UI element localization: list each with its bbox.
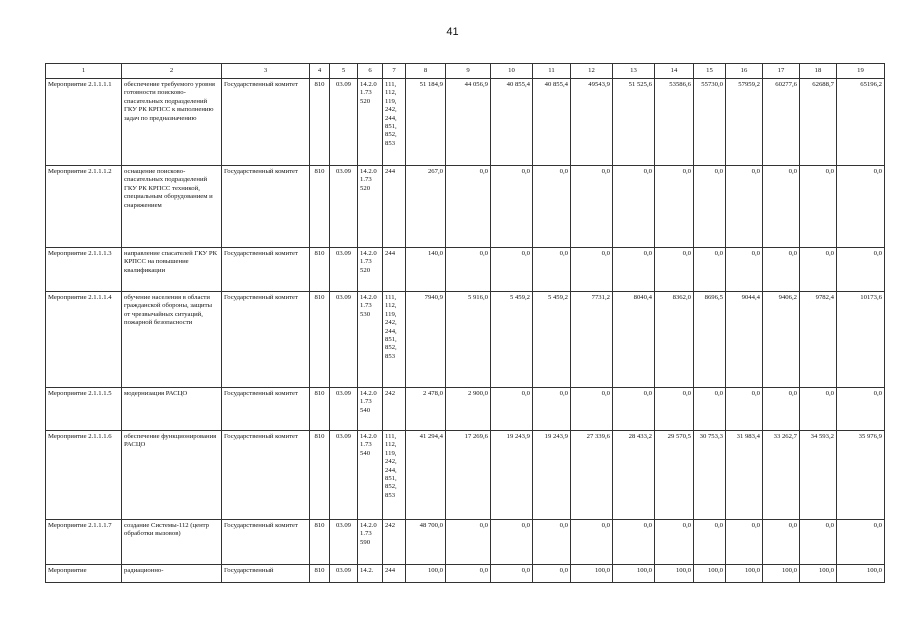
executor-cell: Государственный комитет — [222, 292, 310, 388]
target-article-cell: 14.2.01.73 520 — [358, 166, 383, 248]
event-description-cell: оснащение поисково-спасательных подразделений ГКУ РК КРПСС техникой, специальным оборудованием и снаряжением — [122, 166, 222, 248]
section-code-cell: 03.09 — [330, 520, 358, 565]
amount-cell: 0,0 — [800, 248, 837, 292]
event-code-cell: Мероприятие 2.1.1.1.3 — [46, 248, 122, 292]
column-number-cell: 17 — [763, 64, 800, 79]
amount-cell: 19 243,9 — [491, 431, 533, 520]
page-number: 41 — [446, 26, 459, 38]
amount-cell: 0,0 — [655, 520, 694, 565]
amount-cell: 100,0 — [726, 565, 763, 583]
amount-cell: 9406,2 — [763, 292, 800, 388]
amount-cell: 0,0 — [837, 248, 885, 292]
amount-cell: 0,0 — [533, 166, 571, 248]
event-code-cell: Мероприятие 2.1.1.1.6 — [46, 431, 122, 520]
amount-cell: 40 855,4 — [533, 79, 571, 166]
amount-cell: 0,0 — [694, 166, 726, 248]
amount-cell: 0,0 — [533, 388, 571, 431]
amount-cell: 0,0 — [694, 248, 726, 292]
amount-cell: 0,0 — [571, 166, 613, 248]
table-row — [46, 248, 885, 292]
target-article-cell: 14.2.01.73 520 — [358, 248, 383, 292]
amount-cell: 29 570,5 — [655, 431, 694, 520]
table-row — [46, 79, 885, 166]
column-number-cell: 2 — [122, 64, 222, 79]
amount-cell: 100,0 — [837, 565, 885, 583]
executor-cell: Государственный комитет — [222, 166, 310, 248]
table-row — [46, 292, 885, 388]
column-number-cell: 4 — [310, 64, 330, 79]
target-article-cell: 14.2. — [358, 565, 383, 583]
executor-cell: Государственный комитет — [222, 520, 310, 565]
ministry-code-cell: 810 — [310, 166, 330, 248]
amount-cell: 100,0 — [694, 565, 726, 583]
amount-cell: 60277,6 — [763, 79, 800, 166]
executor-cell: Государственный — [222, 565, 310, 583]
amount-cell: 0,0 — [613, 166, 655, 248]
amount-cell: 0,0 — [763, 520, 800, 565]
column-number-cell: 18 — [800, 64, 837, 79]
amount-cell: 2 900,0 — [446, 388, 491, 431]
amount-cell: 40 855,4 — [491, 79, 533, 166]
amount-cell: 100,0 — [613, 565, 655, 583]
amount-cell: 8040,4 — [613, 292, 655, 388]
amount-cell: 0,0 — [726, 166, 763, 248]
amount-cell: 0,0 — [613, 248, 655, 292]
expense-type-cell: 111, 112, 119, 242, 244, 851, 852, 853 — [383, 79, 406, 166]
amount-cell: 100,0 — [800, 565, 837, 583]
amount-cell: 5 459,2 — [533, 292, 571, 388]
ministry-code-cell: 810 — [310, 431, 330, 520]
amount-cell: 62688,7 — [800, 79, 837, 166]
amount-cell: 44 056,9 — [446, 79, 491, 166]
event-description-cell: создание Системы-112 (центр обработки вызовов) — [122, 520, 222, 565]
amount-cell: 48 700,0 — [406, 520, 446, 565]
amount-cell: 0,0 — [446, 520, 491, 565]
executor-cell: Государственный комитет — [222, 79, 310, 166]
amount-cell: 9782,4 — [800, 292, 837, 388]
amount-cell: 0,0 — [533, 248, 571, 292]
amount-cell: 267,0 — [406, 166, 446, 248]
amount-cell: 49543,9 — [571, 79, 613, 166]
table-row — [46, 388, 885, 431]
event-description-cell: обеспечение функционирования РАСЦО — [122, 431, 222, 520]
section-code-cell: 03.09 — [330, 166, 358, 248]
expense-type-cell: 242 — [383, 388, 406, 431]
column-number-cell: 13 — [613, 64, 655, 79]
amount-cell: 17 269,6 — [446, 431, 491, 520]
amount-cell: 2 478,0 — [406, 388, 446, 431]
amount-cell: 0,0 — [533, 565, 571, 583]
column-number-cell: 6 — [358, 64, 383, 79]
column-number-cell: 9 — [446, 64, 491, 79]
amount-cell: 0,0 — [837, 166, 885, 248]
section-code-cell: 03.09 — [330, 388, 358, 431]
amount-cell: 0,0 — [613, 388, 655, 431]
amount-cell: 0,0 — [800, 520, 837, 565]
budget-table — [45, 63, 885, 583]
amount-cell: 0,0 — [837, 520, 885, 565]
section-code-cell: 03.09 — [330, 431, 358, 520]
column-number-row — [46, 64, 885, 79]
amount-cell: 0,0 — [694, 520, 726, 565]
section-code-cell: 03.09 — [330, 292, 358, 388]
amount-cell: 51 184,9 — [406, 79, 446, 166]
event-code-cell: Мероприятие 2.1.1.1.2 — [46, 166, 122, 248]
amount-cell: 57959,2 — [726, 79, 763, 166]
expense-type-cell: 111, 112, 119, 242, 244, 851, 852, 853 — [383, 292, 406, 388]
event-description-cell: обеспечение требуемого уровня готовности поисково-спасательных подразделений ГКУ РК КРПСС к выполнению задач по предназначению — [122, 79, 222, 166]
ministry-code-cell: 810 — [310, 292, 330, 388]
amount-cell: 0,0 — [491, 166, 533, 248]
amount-cell: 5 459,2 — [491, 292, 533, 388]
amount-cell: 9044,4 — [726, 292, 763, 388]
amount-cell: 55730,0 — [694, 79, 726, 166]
amount-cell: 0,0 — [613, 520, 655, 565]
amount-cell: 100,0 — [406, 565, 446, 583]
amount-cell: 0,0 — [800, 388, 837, 431]
amount-cell: 0,0 — [655, 388, 694, 431]
section-code-cell: 03.09 — [330, 565, 358, 583]
column-number-cell: 16 — [726, 64, 763, 79]
amount-cell: 7731,2 — [571, 292, 613, 388]
amount-cell: 51 525,6 — [613, 79, 655, 166]
amount-cell: 0,0 — [726, 388, 763, 431]
executor-cell: Государственный комитет — [222, 431, 310, 520]
ministry-code-cell: 810 — [310, 388, 330, 431]
section-code-cell: 03.09 — [330, 79, 358, 166]
amount-cell: 8696,5 — [694, 292, 726, 388]
ministry-code-cell: 810 — [310, 565, 330, 583]
ministry-code-cell: 810 — [310, 248, 330, 292]
amount-cell: 30 753,3 — [694, 431, 726, 520]
ministry-code-cell: 810 — [310, 520, 330, 565]
amount-cell: 8362,0 — [655, 292, 694, 388]
amount-cell: 0,0 — [491, 565, 533, 583]
amount-cell: 140,0 — [406, 248, 446, 292]
amount-cell: 0,0 — [694, 388, 726, 431]
amount-cell: 0,0 — [800, 166, 837, 248]
column-number-cell: 19 — [837, 64, 885, 79]
amount-cell: 0,0 — [571, 388, 613, 431]
column-number-cell: 1 — [46, 64, 122, 79]
event-description-cell: радиационно- — [122, 565, 222, 583]
table-row — [46, 166, 885, 248]
column-number-cell: 7 — [383, 64, 406, 79]
executor-cell: Государственный комитет — [222, 388, 310, 431]
target-article-cell: 14.2.01.73 540 — [358, 431, 383, 520]
target-article-cell: 14.2.01.73 520 — [358, 79, 383, 166]
event-code-cell: Мероприятие 2.1.1.1.1 — [46, 79, 122, 166]
amount-cell: 0,0 — [571, 248, 613, 292]
amount-cell: 0,0 — [446, 248, 491, 292]
expense-type-cell: 244 — [383, 166, 406, 248]
amount-cell: 0,0 — [491, 248, 533, 292]
amount-cell: 10173,6 — [837, 292, 885, 388]
amount-cell: 0,0 — [533, 520, 571, 565]
event-description-cell: обучение населения в области гражданской обороны, защиты от чрезвычайных ситуаций, пожарной безопасности — [122, 292, 222, 388]
amount-cell: 33 262,7 — [763, 431, 800, 520]
amount-cell: 0,0 — [837, 388, 885, 431]
column-number-cell: 12 — [571, 64, 613, 79]
event-code-cell: Мероприятие 2.1.1.1.7 — [46, 520, 122, 565]
event-code-cell: Мероприятие 2.1.1.1.4 — [46, 292, 122, 388]
column-number-cell: 3 — [222, 64, 310, 79]
amount-cell: 53586,6 — [655, 79, 694, 166]
amount-cell: 0,0 — [763, 248, 800, 292]
expense-type-cell: 242 — [383, 520, 406, 565]
table-row — [46, 520, 885, 565]
amount-cell: 100,0 — [763, 565, 800, 583]
event-code-cell: Мероприятие 2.1.1.1.5 — [46, 388, 122, 431]
event-description-cell: модернизация РАСЦО — [122, 388, 222, 431]
column-number-cell: 5 — [330, 64, 358, 79]
column-number-cell: 8 — [406, 64, 446, 79]
amount-cell: 28 433,2 — [613, 431, 655, 520]
amount-cell: 0,0 — [655, 166, 694, 248]
expense-type-cell: 111, 112, 119, 242, 244, 851, 852, 853 — [383, 431, 406, 520]
target-article-cell: 14.2.01.73 540 — [358, 388, 383, 431]
amount-cell: 0,0 — [763, 388, 800, 431]
amount-cell: 0,0 — [763, 166, 800, 248]
event-description-cell: направление спасателей ГКУ РК КРПСС на повышение квалификации — [122, 248, 222, 292]
amount-cell: 7940,9 — [406, 292, 446, 388]
target-article-cell: 14.2.01.73 590 — [358, 520, 383, 565]
amount-cell: 27 339,6 — [571, 431, 613, 520]
amount-cell: 0,0 — [446, 565, 491, 583]
column-number-cell: 14 — [655, 64, 694, 79]
amount-cell: 19 243,9 — [533, 431, 571, 520]
executor-cell: Государственный комитет — [222, 248, 310, 292]
amount-cell: 0,0 — [655, 248, 694, 292]
amount-cell: 31 983,4 — [726, 431, 763, 520]
amount-cell: 34 593,2 — [800, 431, 837, 520]
amount-cell: 0,0 — [491, 388, 533, 431]
amount-cell: 0,0 — [446, 166, 491, 248]
table-row — [46, 565, 885, 583]
amount-cell: 100,0 — [571, 565, 613, 583]
column-number-cell: 15 — [694, 64, 726, 79]
ministry-code-cell: 810 — [310, 79, 330, 166]
amount-cell: 0,0 — [726, 248, 763, 292]
target-article-cell: 14.2.01.73 530 — [358, 292, 383, 388]
table-row — [46, 431, 885, 520]
amount-cell: 65196,2 — [837, 79, 885, 166]
amount-cell: 35 976,9 — [837, 431, 885, 520]
column-number-cell: 10 — [491, 64, 533, 79]
amount-cell: 0,0 — [571, 520, 613, 565]
amount-cell: 0,0 — [726, 520, 763, 565]
section-code-cell: 03.09 — [330, 248, 358, 292]
amount-cell: 41 294,4 — [406, 431, 446, 520]
expense-type-cell: 244 — [383, 248, 406, 292]
amount-cell: 100,0 — [655, 565, 694, 583]
event-code-cell: Мероприятие — [46, 565, 122, 583]
amount-cell: 5 916,0 — [446, 292, 491, 388]
column-number-cell: 11 — [533, 64, 571, 79]
amount-cell: 0,0 — [491, 520, 533, 565]
expense-type-cell: 244 — [383, 565, 406, 583]
